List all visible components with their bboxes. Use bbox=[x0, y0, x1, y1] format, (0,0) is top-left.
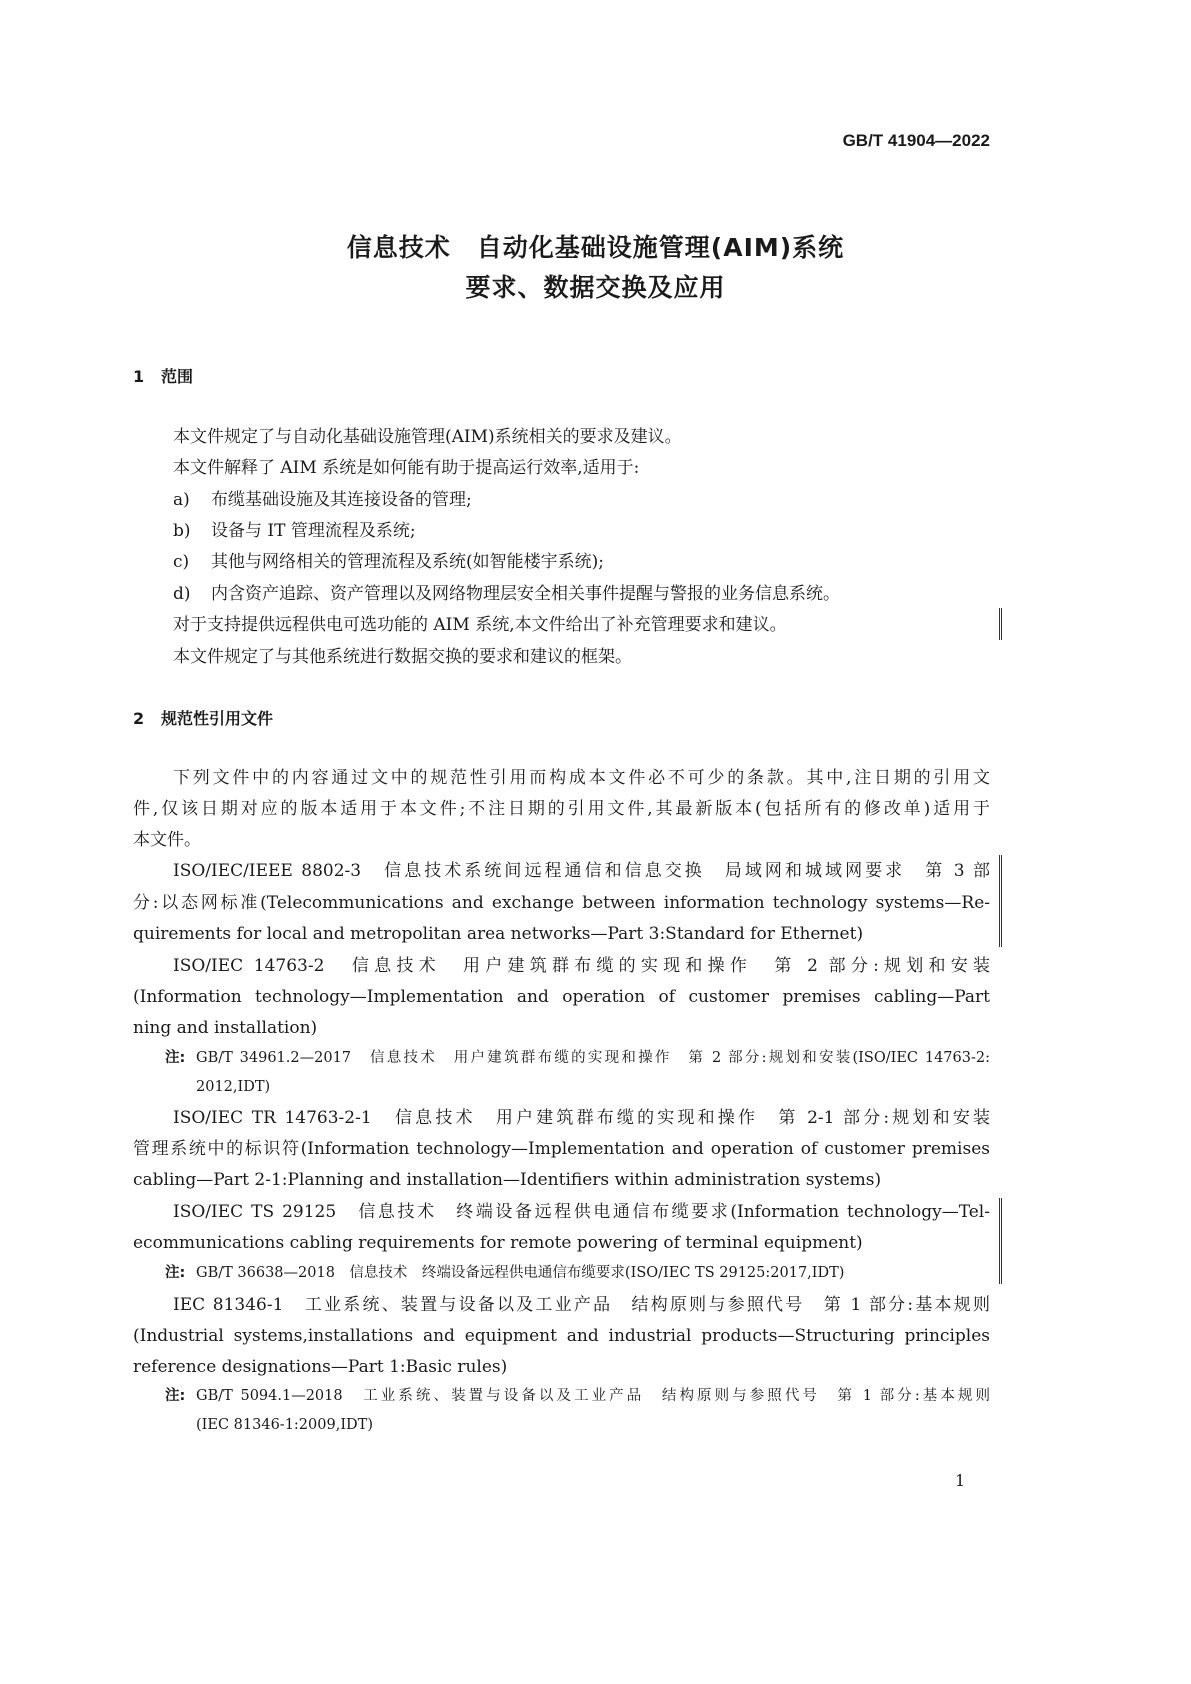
change-bar bbox=[999, 855, 1002, 947]
reference-line: (Information technology—Implementation and operation of customer premises cabling—Part bbox=[133, 987, 990, 1007]
section-title: 范围 bbox=[161, 367, 194, 386]
paragraph: 本文件规定了与自动化基础设施管理(AIM)系统相关的要求及建议。 bbox=[173, 427, 682, 447]
note-label-text: 注: bbox=[165, 1050, 186, 1066]
list-item: 设备与 IT 管理流程及系统; bbox=[211, 521, 416, 541]
reference-line: 分:以态网标准(Telecommunications and exchange between information technology systems—Re- bbox=[133, 893, 990, 913]
reference-line: ning and installation) bbox=[133, 1018, 318, 1038]
note-line: (IEC 81346-1:2009,IDT) bbox=[196, 1417, 374, 1433]
note-line: GB/T 5094.1—2018 工业系统、装置与设备以及工业产品 结构原则与参照代号 第 1 部分:基本规则 bbox=[196, 1388, 990, 1404]
list-marker: d) bbox=[173, 584, 191, 604]
paragraph-line: 件,仅该日期对应的版本适用于本文件;不注日期的引用文件,其最新版本(包括所有的修改单)适用于 bbox=[133, 799, 990, 819]
note-label bbox=[165, 1047, 185, 1069]
paragraph: 本文件规定了与其他系统进行数据交换的要求和建议的框架。 bbox=[173, 647, 632, 667]
change-bar bbox=[999, 608, 1002, 640]
paragraph: 对于支持提供远程供电可选功能的 AIM 系统,本文件给出了补充管理要求和建议。 bbox=[173, 615, 787, 635]
reference-line: ISO/IEC TR 14763-2-1 信息技术 用户建筑群布缆的实现和操作 第 2-1 部分:规划和安装 bbox=[173, 1108, 990, 1128]
reference-line: quirements for local and metropolitan area networks—Part 3:Standard for Ethernet) bbox=[133, 924, 864, 944]
note-line: 2012,IDT) bbox=[196, 1079, 271, 1095]
note-line: GB/T 36638—2018 信息技术 终端设备远程供电通信布缆要求(ISO/IEC TS 29125:2017,IDT) bbox=[196, 1265, 845, 1281]
paragraph-line: 下列文件中的内容通过文中的规范性引用而构成本文件必不可少的条款。其中,注日期的引用文 bbox=[173, 768, 990, 788]
list-marker: c) bbox=[173, 552, 190, 572]
section-title: 规范性引用文件 bbox=[161, 709, 274, 728]
reference-line: cabling—Part 2-1:Planning and installation—Identifiers within administration systems) bbox=[133, 1170, 882, 1190]
reference-line: 管理系统中的标识符(Information technology—Implementation and operation of customer premises bbox=[133, 1139, 990, 1159]
reference-line: ecommunications cabling requirements for remote powering of terminal equipment) bbox=[133, 1233, 863, 1253]
reference-line: ISO/IEC/IEEE 8802-3 信息技术系统间远程通信和信息交换 局域网和城域网要求 第 3 部 bbox=[173, 861, 990, 881]
paragraph: 本文件解释了 AIM 系统是如何能有助于提高运行效率,适用于: bbox=[173, 458, 640, 478]
list-item: 内含资产追踪、资产管理以及网络物理层安全相关事件提醒与警报的业务信息系统。 bbox=[211, 584, 840, 604]
document-number: GB/T 41904—2022 bbox=[842, 131, 990, 150]
list-marker: b) bbox=[173, 521, 191, 541]
list-marker: a) bbox=[173, 490, 190, 510]
section-2-heading bbox=[133, 706, 273, 729]
note-label-text: 注: bbox=[165, 1388, 186, 1404]
list-item: 其他与网络相关的管理流程及系统(如智能楼宇系统); bbox=[211, 552, 604, 572]
list-item: 布缆基础设施及其连接设备的管理; bbox=[211, 490, 472, 510]
paragraph-line: 本文件。 bbox=[133, 830, 201, 850]
document-title-line1: 信息技术 自动化基础设施管理(AIM)系统 bbox=[346, 233, 845, 262]
note-label bbox=[165, 1385, 185, 1407]
document-title-line2: 要求、数据交换及应用 bbox=[465, 273, 726, 302]
note-label bbox=[165, 1262, 185, 1284]
section-number: 2 bbox=[133, 709, 145, 728]
reference-line: ISO/IEC TS 29125 信息技术 终端设备远程供电通信布缆要求(Information technology—Tel- bbox=[173, 1202, 990, 1222]
note-line: GB/T 34961.2—2017 信息技术 用户建筑群布缆的实现和操作 第 2 部分:规划和安装(ISO/IEC 14763-2: bbox=[196, 1050, 990, 1066]
section-1-heading bbox=[133, 364, 193, 387]
section-number: 1 bbox=[133, 367, 145, 386]
change-bar bbox=[999, 1198, 1002, 1284]
note-label-text: 注: bbox=[165, 1265, 186, 1281]
reference-line: IEC 81346-1 工业系统、装置与设备以及工业产品 结构原则与参照代号 第 1 部分:基本规则 bbox=[173, 1295, 990, 1315]
reference-line: (Industrial systems,installations and equipment and industrial products—Structuring principles bbox=[133, 1326, 990, 1346]
reference-line: ISO/IEC 14763-2 信息技术 用户建筑群布缆的实现和操作 第 2 部分:规划和安装 bbox=[173, 956, 990, 976]
page-number: 1 bbox=[955, 1471, 966, 1490]
reference-line: reference designations—Part 1:Basic rules) bbox=[133, 1357, 508, 1377]
